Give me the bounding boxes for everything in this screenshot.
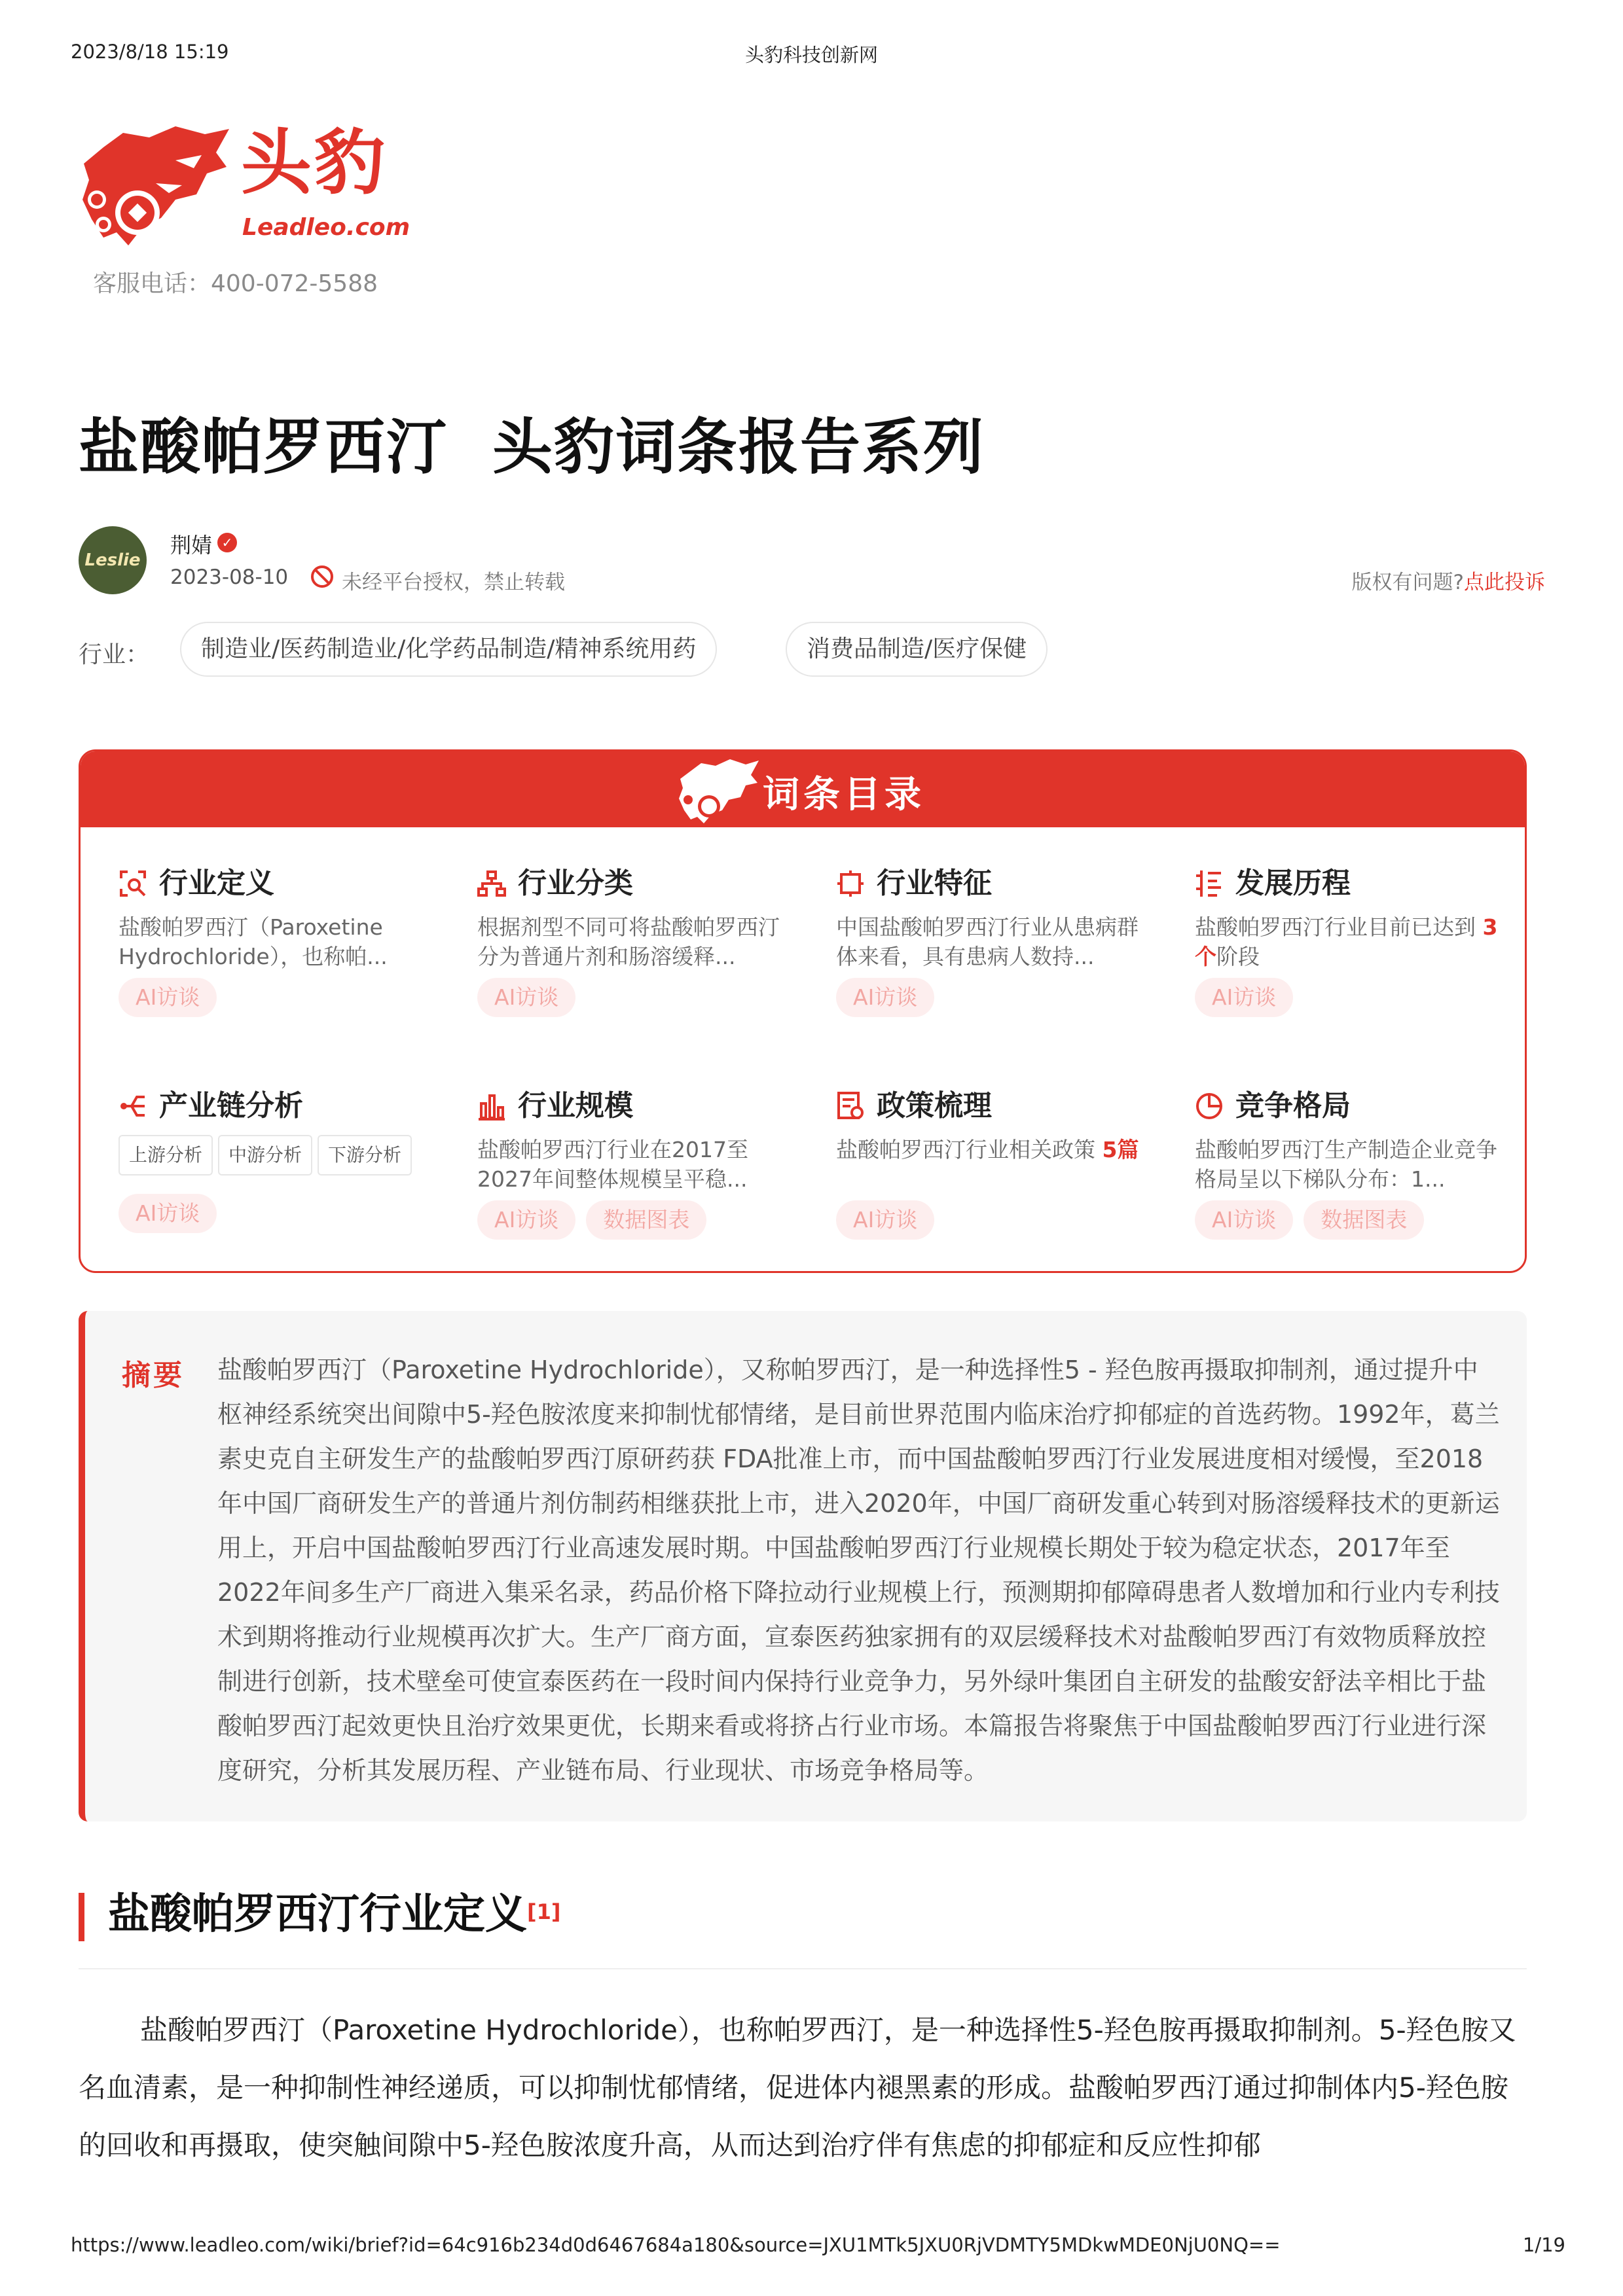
avatar[interactable]: Leslie: [79, 526, 147, 594]
toc-item-desc: 盐酸帕罗西汀（Paroxetine Hydrochloride），也称帕...: [119, 914, 388, 969]
policy-doc-icon: [836, 1092, 865, 1121]
timeline-icon: [1195, 869, 1224, 898]
section-divider: [79, 1968, 1527, 1969]
toc-desc-text: 盐酸帕罗西汀行业相关政策: [836, 1137, 1103, 1162]
toc-item-classification[interactable]: [477, 864, 792, 1010]
section-title-text: 盐酸帕罗西汀行业定义: [108, 1890, 527, 1939]
toc-item-title: 行业定义: [159, 867, 274, 900]
toc-item-title: 产业链分析: [159, 1089, 303, 1122]
toc-item-title: 行业分类: [518, 867, 633, 900]
upstream-tag[interactable]: 上游分析: [119, 1135, 213, 1175]
toc-item-title: 竞争格局: [1235, 1089, 1351, 1122]
copyright-question: 版权有问题?: [1351, 571, 1464, 594]
section-title: [108, 1885, 561, 1944]
industry-row: [79, 622, 1519, 681]
ai-interview-button[interactable]: AI访谈: [1195, 978, 1293, 1017]
ai-interview-button[interactable]: AI访谈: [477, 978, 575, 1017]
toc-item-chain[interactable]: [119, 1086, 433, 1226]
toc-item-title: 行业特征: [877, 867, 992, 900]
data-chart-button[interactable]: 数据图表: [586, 1200, 706, 1240]
ai-interview-button[interactable]: AI访谈: [836, 1200, 934, 1240]
toc-header: [81, 751, 1525, 827]
toc-item-policy[interactable]: [836, 1086, 1150, 1232]
pie-chart-icon: [1195, 1092, 1224, 1121]
toc-item-history[interactable]: [1195, 864, 1509, 1010]
logo-brand-text: 头豹: [241, 122, 388, 204]
no-repost-notice: 未经平台授权，禁止转载: [342, 571, 565, 594]
bar-chart-icon: [477, 1092, 506, 1121]
leopard-logo-icon: [77, 121, 234, 249]
toc-item-desc: 盐酸帕罗西汀生产制造企业竞争格局呈以下梯队分布：1...: [1195, 1137, 1497, 1192]
abstract-box: [79, 1311, 1527, 1821]
toc-desc-text: 阶段: [1216, 944, 1260, 969]
abstract-label: 摘要: [122, 1359, 185, 1392]
ai-interview-button[interactable]: AI访谈: [119, 1194, 217, 1233]
page-number: 1/19: [1522, 2234, 1565, 2256]
policy-count: 5篇: [1102, 1137, 1139, 1162]
logo-domain-text: Leadleo.com: [242, 214, 410, 241]
stage-count: 3个: [1195, 914, 1498, 969]
toc-item-competition[interactable]: [1195, 1086, 1509, 1232]
data-chart-button[interactable]: 数据图表: [1304, 1200, 1424, 1240]
complaint-link[interactable]: 点此投诉: [1464, 571, 1545, 594]
toc-item-title: 政策梳理: [877, 1089, 992, 1122]
toc-item-title: 行业规模: [518, 1089, 633, 1122]
downstream-tag[interactable]: 下游分析: [318, 1135, 412, 1175]
toc-card: [79, 749, 1527, 1273]
toc-item-desc: 盐酸帕罗西汀行业在2017至2027年间整体规模呈平稳...: [477, 1137, 748, 1192]
toc-item-desc: 中国盐酸帕罗西汀行业从患病群体来看，具有患病人数持...: [836, 914, 1139, 969]
toc-item-desc: [1195, 912, 1509, 971]
ai-interview-button[interactable]: AI访谈: [836, 978, 934, 1017]
feature-frame-icon: [836, 869, 865, 898]
hierarchy-icon: [477, 869, 506, 898]
leadleo-logo[interactable]: [77, 121, 418, 252]
publish-date: 2023-08-10: [170, 565, 289, 589]
toc-item-definition[interactable]: [119, 864, 433, 1010]
search-define-icon: [119, 869, 147, 898]
industry-label: 行业：: [79, 641, 150, 668]
print-header: [0, 41, 1623, 73]
ai-interview-button[interactable]: AI访谈: [119, 978, 217, 1017]
toc-item-scale[interactable]: [477, 1086, 792, 1232]
toc-title: 词条目录: [763, 774, 925, 816]
midstream-tag[interactable]: 中游分析: [218, 1135, 312, 1175]
industry-tag[interactable]: 制造业/医药制造业/化学药品制造/精神系统用药: [180, 622, 717, 677]
page-url: https://www.leadleo.com/wiki/brief?id=64c916b234d0d6467684a180&source=JXU1MTk5JXU0RjVDMTY5MDkwMDE0NjU0NQ==: [71, 2234, 1281, 2256]
toc-item-desc: [836, 1135, 1150, 1194]
toc-desc-text: 盐酸帕罗西汀行业目前已达到: [1195, 914, 1483, 940]
print-site-title: 头豹科技创新网: [744, 44, 878, 66]
author-name[interactable]: 荆婧: [170, 533, 213, 558]
chain-icon: [119, 1092, 147, 1121]
toc-item-title: 发展历程: [1235, 867, 1351, 900]
verified-badge-icon: ✓: [217, 533, 237, 552]
print-footer: [0, 2234, 1623, 2267]
print-datetime: 2023/8/18 15:19: [71, 41, 229, 63]
industry-tag[interactable]: 消费品制造/医疗保健: [786, 622, 1048, 677]
page-title: 盐酸帕罗西汀 头豹词条报告系列: [79, 412, 985, 482]
abstract-text: 盐酸帕罗西汀（Paroxetine Hydrochloride），又称帕罗西汀，是一种选择性5 - 羟色胺再摄取抑制剂，通过提升中枢神经系统突出间隙中5-羟色胺浓度来抑制忧郁情绪，是目前世界范围内临床治疗抑郁症的首选药物。1992年，葛兰素史克自主研发生产的盐酸帕罗西汀原研药获 FDA批准上市，而中国盐酸帕罗西汀行业发展进度相对缓慢，至2018年中国厂商研发生产的普通片剂仿制药相继获批上市，进入2020年，中国厂商研发重心转到对肠溶缓释技术的更新运用上，开启中国盐酸帕罗西汀行业高速发展时期。中国盐酸帕罗西汀行业规模长期处于较为稳定状态，2017年至2022年间多生产厂商进入集采名录，药品价格下降拉动行业规模上行，预测期抑郁障碍患者人数增加和行业内专利技术到期将推动行业规模再次扩大。生产厂商方面，宣泰医药独家拥有的双层缓释技术对盐酸帕罗西汀有效物质释放控制进行创新，技术壁垒可使宣泰医药在一段时间内保持行业竞争力，另外绿叶集团自主研发的盐酸安舒法辛相比于盐酸帕罗西汀起效更快且治疗效果更优，长期来看或将挤占行业市场。本篇报告将聚焦于中国盐酸帕罗西汀行业进行深度研究，分析其发展历程、产业链布局、行业现状、市场竞争格局等。: [217, 1355, 1500, 1785]
service-phone: 客服电话：400-072-5588: [93, 270, 378, 297]
toc-item-desc: 根据剂型不同可将盐酸帕罗西汀分为普通片剂和肠溶缓释...: [477, 914, 780, 969]
section-body: 盐酸帕罗西汀（Paroxetine Hydrochloride），也称帕罗西汀，是一种选择性5-羟色胺再摄取抑制剂。5-羟色胺又名血清素，是一种抑制性神经递质，可以抑制忧郁情绪，促进体内褪黑素的形成。盐酸帕罗西汀通过抑制体内5-羟色胺的回收和再摄取，使突触间隙中5-羟色胺浓度升高，从而达到治疗伴有焦虑的抑郁症和反应性抑郁: [79, 2014, 1516, 2161]
section-accent-bar: [79, 1893, 84, 1941]
no-repost-icon: [311, 565, 333, 588]
reference-link[interactable]: [1]: [527, 1899, 561, 1924]
toc-item-features[interactable]: [836, 864, 1150, 1010]
author-row: [79, 524, 1545, 596]
ai-interview-button[interactable]: AI访谈: [477, 1200, 575, 1240]
ai-interview-button[interactable]: AI访谈: [1195, 1200, 1293, 1240]
copyright-notice: [1352, 565, 1545, 595]
